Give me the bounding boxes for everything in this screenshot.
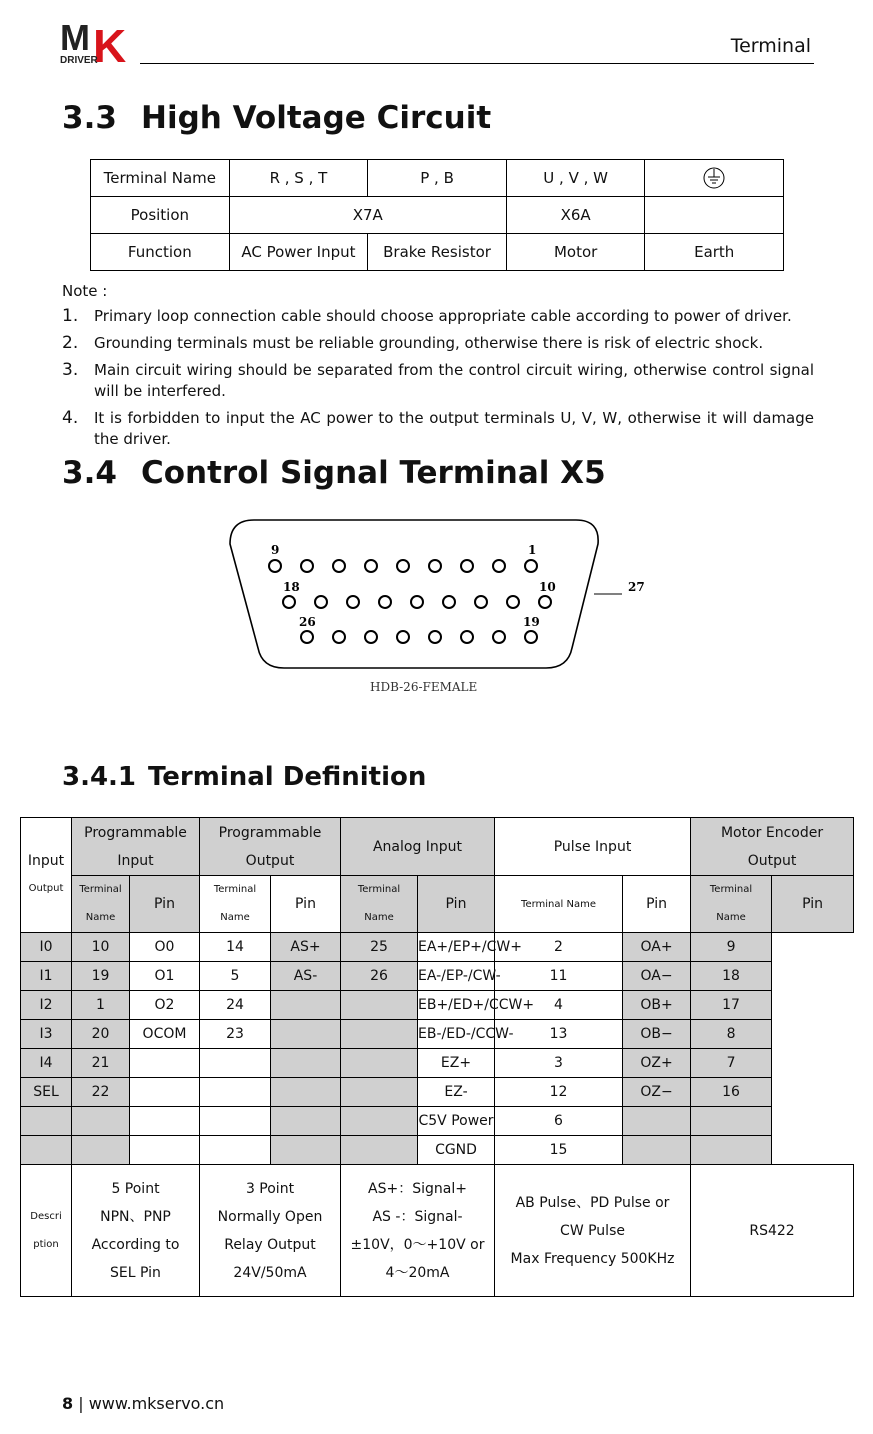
connector-pin [379,596,391,608]
ground-symbol-icon [645,160,784,197]
list-item: 2. Grounding terminals must be reliable grounding, otherwise there is risk of electric shock. [62,333,764,353]
table-row: Function AC Power Input Brake Resistor Motor Earth [91,234,784,271]
connector-pin [429,560,441,572]
connector-pin [411,596,423,608]
connector-pin [507,596,519,608]
table-header-row [21,818,854,876]
description-pulse: AB Pulse、PD Pulse or CW Pulse Max Frequency 500KHz [495,1165,691,1297]
description-prog-output: 3 Point Normally Open Relay Output 24V/50mA [200,1165,341,1297]
connector-pin [525,560,537,572]
sub-terminal-name: Terminal Name [200,876,271,933]
pin-label-1: 1 [528,543,537,557]
connector-pin [493,631,505,643]
connector-pin [539,596,551,608]
description-row: Descri ption 5 Point NPN、PNP According to SEL Pin 3 Point Normally Open Relay Output 24V/50mA AS+：Signal+ AS -：Signal- ±10V，0～+10V or 4～20mA AB Pulse、PD Pulse or CW Pulse Max Frequency 500KHz RS422 [21,1165,854,1297]
connector-pin [429,631,441,643]
table-row: I0 10 O0 14 AS+ 25 EA+/EP+/CW+ 2 OA+ 9 [21,933,854,962]
connector-pin [333,631,345,643]
svg-text:K: K [93,20,127,66]
list-item: 4. It is forbidden to input the AC power to the output terminals U, V, W, otherwise it will damage the driver. [62,408,814,448]
table-row: I3 20 OCOM 23 EB-/ED-/CCW- 13 OB− 8 [21,1020,854,1049]
page-number: 8 [62,1394,74,1413]
connector-pin [269,560,281,572]
sub-terminal-name: Terminal Name [72,876,130,933]
heading-3-3: 3.3 High Voltage Circuit [62,100,492,136]
connector-pin [347,596,359,608]
group-prog-output: Programmable Output [200,818,341,876]
description-prog-input: 5 Point NPN、PNP According to SEL Pin [72,1165,200,1297]
header-section-label: Terminal [730,35,811,57]
footer: 8 | www.mkservo.cn [62,1394,225,1413]
connector-pin [525,631,537,643]
group-pulse-input: Pulse Input [495,818,691,876]
table-row: Terminal Name R , S , T P , B U , V , W [91,160,784,197]
pin-label-10: 10 [539,580,556,594]
terminal-definition-table [20,817,854,1297]
connector-pin [461,560,473,572]
table-row: I2 1 O2 24 EB+/ED+/CCW+ 4 OB+ 17 [21,991,854,1020]
connector-pin [493,560,505,572]
connector-pin [475,596,487,608]
group-encoder-output: Motor Encoder Output [691,818,854,876]
connector-pin [443,596,455,608]
description-analog: AS+：Signal+ AS -：Signal- ±10V，0～+10V or 4～20mA [341,1165,495,1297]
list-item: 1. Primary loop connection cable should choose appropriate cable according to power of driver. [62,306,792,326]
connector-pin [365,560,377,572]
svg-text:M: M [60,18,90,58]
high-voltage-table [90,159,784,271]
sub-terminal-name: Terminal Name [341,876,418,933]
heading-3-4-1: 3.4.1 Terminal Definition [62,762,427,792]
connector-caption: HDB-26-FEMALE [370,680,478,694]
group-analog-input: Analog Input [341,818,495,876]
sub-terminal-name: Terminal Name [691,876,772,933]
pin-label-27: 27 [628,580,645,594]
connector-pin [397,560,409,572]
connector-pin [461,631,473,643]
pin-label-9: 9 [271,543,280,557]
description-encoder: RS422 [691,1165,854,1297]
connector-pin [301,560,313,572]
website-url: www.mkservo.cn [88,1394,225,1413]
group-prog-input: Programmable Input [72,818,200,876]
connector-shell [230,520,598,668]
table-row: I4 21 EZ+ 3 OZ+ 7 [21,1049,854,1078]
pin-label-19: 19 [523,615,540,629]
notes-list [62,306,814,456]
connector-pin [283,596,295,608]
table-row: SEL 22 EZ- 12 OZ− 16 [21,1078,854,1107]
connector-pin [333,560,345,572]
connector-pin [365,631,377,643]
heading-3-4: 3.4 Control Signal Terminal X5 [62,455,606,491]
table-row: CGND 15 [21,1136,854,1165]
header-divider [140,63,814,64]
io-side-label: Input Output [21,818,72,933]
connector-pin [315,596,327,608]
list-item: 3. Main circuit wiring should be separated from the control circuit wiring, otherwise control signal will be interfered. [62,360,814,400]
sub-terminal-name: Terminal Name [495,876,623,933]
svg-text:DRIVER: DRIVER [60,55,98,66]
hdb26-connector-diagram [226,516,656,680]
pin-label-18: 18 [283,580,300,594]
table-row: C5V Power 6 [21,1107,854,1136]
table-row: I1 19 O1 5 AS- 26 EA-/EP-/CW- 11 OA− 18 [21,962,854,991]
table-row: Position X7A X6A [91,197,784,234]
mk-driver-logo [60,18,130,66]
connector-pin [301,631,313,643]
note-label: Note : [62,282,108,300]
pin-label-26: 26 [299,615,316,629]
table-subheader-row: Terminal Name Pin Terminal Name Pin Terminal Name Pin Terminal Name Pin Terminal Name Pin [21,876,854,933]
connector-pin [397,631,409,643]
